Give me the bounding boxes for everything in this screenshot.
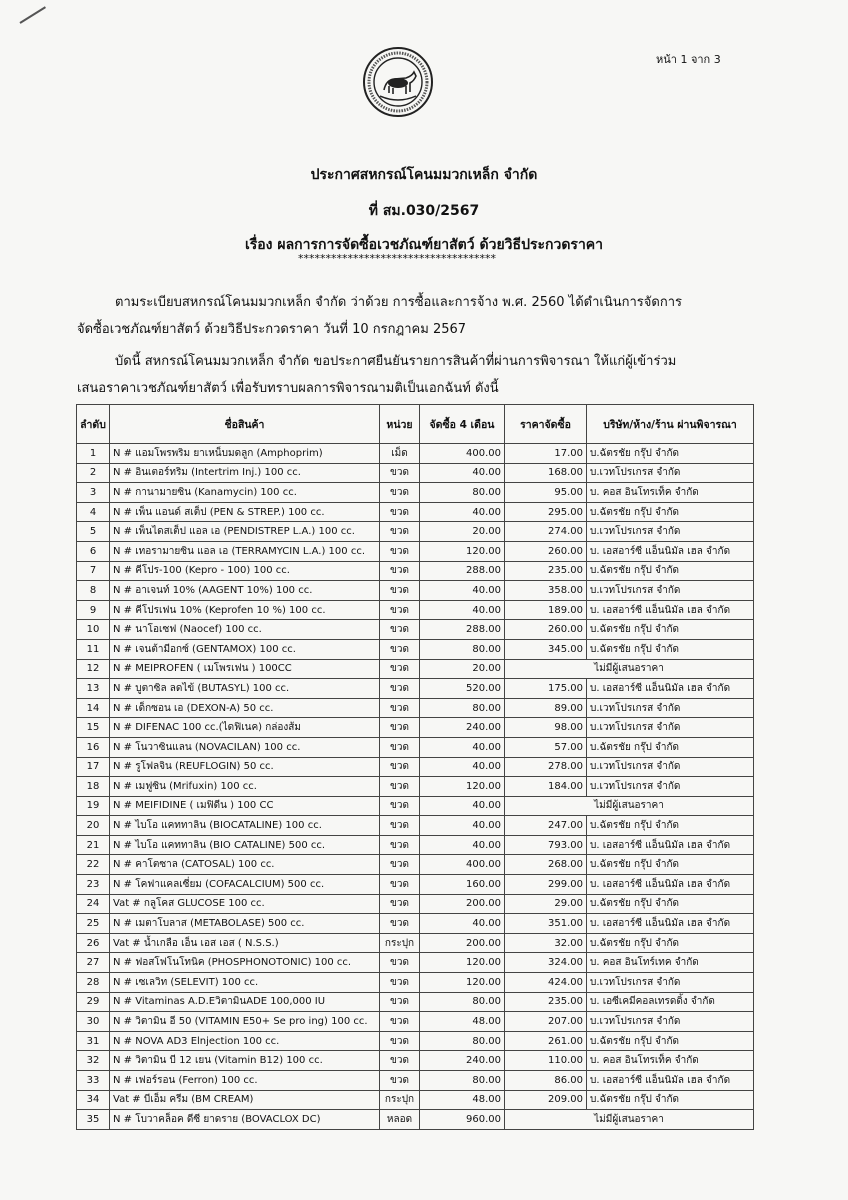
cell-price: 345.00 [505, 639, 587, 659]
cell-vendor: บ.เวทโปรเกรส จำกัด [587, 757, 754, 777]
cell-no: 24 [77, 894, 110, 914]
cell-quantity: 520.00 [420, 679, 505, 699]
cell-no: 3 [77, 483, 110, 503]
cell-product: N # แอมโพรพริม ยาเหน็บมดลูก (Amphoprim) [110, 444, 380, 464]
cell-quantity: 40.00 [420, 914, 505, 934]
cell-unit: ขวด [380, 659, 420, 679]
cell-product: N # นาโอเซฟ (Naocef) 100 cc. [110, 620, 380, 640]
cell-vendor: บ.ฉัตรชัย กรุ๊ป จำกัด [587, 933, 754, 953]
pen-mark [19, 6, 46, 24]
cell-vendor: บ.ฉัตรชัย กรุ๊ป จำกัด [587, 1090, 754, 1110]
cell-no: 13 [77, 679, 110, 699]
cell-unit: ขวด [380, 620, 420, 640]
table-row [77, 444, 754, 464]
cell-quantity: 200.00 [420, 894, 505, 914]
cell-product: N # คาโตซาล (CATOSAL) 100 cc. [110, 855, 380, 875]
cell-unit: ขวด [380, 483, 420, 503]
cell-quantity: 40.00 [420, 600, 505, 620]
cell-no: 18 [77, 777, 110, 797]
table-row [77, 483, 754, 503]
cell-vendor: บ.เวทโปรเกรส จำกัด [587, 463, 754, 483]
cell-quantity: 288.00 [420, 620, 505, 640]
cell-product: N # คีโปรเฟน 10% (Keprofen 10 %) 100 cc. [110, 600, 380, 620]
cell-price: 57.00 [505, 737, 587, 757]
cell-no: 7 [77, 561, 110, 581]
cell-no: 2 [77, 463, 110, 483]
cell-unit: หลอด [380, 1110, 420, 1130]
cell-no: 23 [77, 875, 110, 895]
cell-unit: ขวด [380, 992, 420, 1012]
cell-price: 209.00 [505, 1090, 587, 1110]
cell-vendor: บ.เวทโปรเกรส จำกัด [587, 777, 754, 797]
cell-product: N # Vitaminas A.D.EวิตามินADE 100,000 IU [110, 992, 380, 1012]
cell-unit: ขวด [380, 796, 420, 816]
cell-vendor: บ. เอสอาร์ซี แอ็นนิมัล เฮล จำกัด [587, 1071, 754, 1091]
cell-unit: ขวด [380, 679, 420, 699]
cell-price: 278.00 [505, 757, 587, 777]
cell-quantity: 200.00 [420, 933, 505, 953]
cell-unit: ขวด [380, 737, 420, 757]
table-row [77, 581, 754, 601]
cell-quantity: 80.00 [420, 698, 505, 718]
cell-product: N # เมตาโบลาส (METABOLASE) 500 cc. [110, 914, 380, 934]
cell-no: 27 [77, 953, 110, 973]
cell-price: 17.00 [505, 444, 587, 464]
table-row [77, 992, 754, 1012]
cell-no: 21 [77, 835, 110, 855]
cell-unit: กระปุก [380, 933, 420, 953]
cell-quantity: 288.00 [420, 561, 505, 581]
cell-no: 25 [77, 914, 110, 934]
table-row [77, 1090, 754, 1110]
cell-unit: เม็ด [380, 444, 420, 464]
table-row [77, 639, 754, 659]
cell-vendor: บ.ฉัตรชัย กรุ๊ป จำกัด [587, 816, 754, 836]
cell-price: 32.00 [505, 933, 587, 953]
cell-unit: ขวด [380, 600, 420, 620]
cell-product: N # คีโปร-100 (Kepro - 100) 100 cc. [110, 561, 380, 581]
cell-vendor: บ. เอสอาร์ซี แอ็นนิมัล เฮล จำกัด [587, 679, 754, 699]
col-header-no: ลำดับ [77, 405, 110, 444]
table-header-row [77, 405, 754, 444]
cell-no: 30 [77, 1012, 110, 1032]
cell-no: 8 [77, 581, 110, 601]
cell-price: 98.00 [505, 718, 587, 738]
paragraph-2-line-2: เสนอราคาเวชภัณฑ์ยาสัตว์ เพื่อรับทราบผลการพิจารณามติเป็นเอกฉันท์ ดังนี้ [77, 381, 499, 396]
table-row [77, 502, 754, 522]
cell-vendor: บ.ฉัตรชัย กรุ๊ป จำกัด [587, 1031, 754, 1051]
cell-quantity: 80.00 [420, 1071, 505, 1091]
paragraph-1-line-1: ตามระเบียบสหกรณ์โคนมมวกเหล็ก จำกัด ว่าด้วย การซื้อและการจ้าง พ.ศ. 2560 ได้ดำเนินการจัดการ [115, 295, 682, 310]
cell-product: N # เมฟูซิน (Mrifuxin) 100 cc. [110, 777, 380, 797]
cell-product: N # DIFENAC 100 cc.(ไดฟิเนค) กล่องส้ม [110, 718, 380, 738]
paragraph-1-line-2: จัดซื้อเวชภัณฑ์ยาสัตว์ ด้วยวิธีประกวดราคา วันที่ 10 กรกฎาคม 2567 [77, 322, 467, 337]
cell-product: N # เจนต้ามีอกซ์ (GENTAMOX) 100 cc. [110, 639, 380, 659]
cell-vendor: บ. คอส อินโทร์เทค จำกัด [587, 953, 754, 973]
cell-unit: ขวด [380, 718, 420, 738]
cell-no-bidder: ไม่มีผู้เสนอราคา [505, 1110, 754, 1130]
cell-vendor: บ.เวทโปรเกรส จำกัด [587, 522, 754, 542]
table-row [77, 796, 754, 816]
cell-no-bidder: ไม่มีผู้เสนอราคา [505, 659, 754, 679]
cell-price: 358.00 [505, 581, 587, 601]
cell-no: 14 [77, 698, 110, 718]
cell-price: 207.00 [505, 1012, 587, 1032]
table-row [77, 777, 754, 797]
cell-quantity: 120.00 [420, 953, 505, 973]
cell-no: 29 [77, 992, 110, 1012]
cell-no: 33 [77, 1071, 110, 1091]
cell-product: Vat # น้ำเกลือ เอ็น เอส เอส ( N.S.S.) [110, 933, 380, 953]
cell-unit: ขวด [380, 757, 420, 777]
table-row [77, 933, 754, 953]
table-row [77, 914, 754, 934]
document-number: ที่ สม.030/2567 [368, 203, 480, 219]
table-row [77, 620, 754, 640]
cell-product: N # วิตามิน อี 50 (VITAMIN E50+ Se pro ing) 100 cc. [110, 1012, 380, 1032]
cell-product: N # วิตามิน บี 12 เยน (Vitamin B12) 100 cc. [110, 1051, 380, 1071]
paragraph-2-line-1: บัดนี้ สหกรณ์โคนมมวกเหล็ก จำกัด ขอประกาศยืนยันรายการสินค้าที่ผ่านการพิจารณา ให้แก่ผู้เข้าร่วม [115, 354, 677, 369]
cell-unit: ขวด [380, 698, 420, 718]
cell-vendor: บ. เอสอาร์ซี แอ็นนิมัล เฮล จำกัด [587, 914, 754, 934]
cell-price: 299.00 [505, 875, 587, 895]
cell-quantity: 20.00 [420, 659, 505, 679]
cell-product: N # รูโฟลจิน (REUFLOGIN) 50 cc. [110, 757, 380, 777]
cell-no: 22 [77, 855, 110, 875]
cell-product: N # โคฟาแคลเซี่ยม (COFACALCIUM) 500 cc. [110, 875, 380, 895]
cell-quantity: 120.00 [420, 777, 505, 797]
table-row [77, 973, 754, 993]
cell-product: N # ไบโอ แคททาลิน (BIOCATALINE) 100 cc. [110, 816, 380, 836]
cell-price: 274.00 [505, 522, 587, 542]
col-header-quantity: จัดซื้อ 4 เดือน [420, 405, 505, 444]
cell-no: 6 [77, 541, 110, 561]
table-row [77, 875, 754, 895]
cell-unit: ขวด [380, 894, 420, 914]
table-row [77, 679, 754, 699]
cell-quantity: 20.00 [420, 522, 505, 542]
cell-unit: ขวด [380, 1031, 420, 1051]
cell-vendor: บ.ฉัตรชัย กรุ๊ป จำกัด [587, 894, 754, 914]
cell-vendor: บ.เวทโปรเกรส จำกัด [587, 973, 754, 993]
cell-vendor: บ. คอส อินโทรเท็ค จำกัด [587, 1051, 754, 1071]
cell-unit: ขวด [380, 777, 420, 797]
table-row [77, 561, 754, 581]
col-header-unit: หน่วย [380, 405, 420, 444]
cell-unit: ขวด [380, 1051, 420, 1071]
cell-quantity: 80.00 [420, 639, 505, 659]
cell-quantity: 40.00 [420, 502, 505, 522]
cell-no: 28 [77, 973, 110, 993]
table-row [77, 600, 754, 620]
cell-unit: ขวด [380, 914, 420, 934]
cell-quantity: 240.00 [420, 1051, 505, 1071]
cell-quantity: 40.00 [420, 816, 505, 836]
announcement-title: ประกาศสหกรณ์โคนมมวกเหล็ก จำกัด [310, 167, 538, 183]
cell-quantity: 40.00 [420, 581, 505, 601]
cell-unit: ขวด [380, 855, 420, 875]
cell-vendor: บ.ฉัตรชัย กรุ๊ป จำกัด [587, 502, 754, 522]
cell-product: N # โนวาซินแลน (NOVACILAN) 100 cc. [110, 737, 380, 757]
cell-price: 351.00 [505, 914, 587, 934]
table-row [77, 659, 754, 679]
cell-product: Vat # บีเอ็ม ครีม (BM CREAM) [110, 1090, 380, 1110]
table-row [77, 718, 754, 738]
cell-quantity: 400.00 [420, 444, 505, 464]
cell-product: N # เซเลวิท (SELEVIT) 100 cc. [110, 973, 380, 993]
cell-quantity: 80.00 [420, 992, 505, 1012]
cell-quantity: 120.00 [420, 973, 505, 993]
cell-vendor: บ.เวทโปรเกรส จำกัด [587, 581, 754, 601]
cell-price: 86.00 [505, 1071, 587, 1091]
cell-quantity: 40.00 [420, 737, 505, 757]
page-number: หน้า 1 จาก 3 [656, 53, 721, 66]
cell-quantity: 40.00 [420, 757, 505, 777]
cell-quantity: 240.00 [420, 718, 505, 738]
cell-no: 35 [77, 1110, 110, 1130]
cooperative-seal-icon [362, 46, 434, 118]
cell-no: 5 [77, 522, 110, 542]
cell-quantity: 160.00 [420, 875, 505, 895]
cell-product: N # ไบโอ แคททาลิน (BIO CATALINE) 500 cc. [110, 835, 380, 855]
cell-unit: ขวด [380, 561, 420, 581]
col-header-vendor: บริษัท/ห้าง/ร้าน ผ่านพิจารณา [587, 405, 754, 444]
cell-no: 11 [77, 639, 110, 659]
cell-product: N # MEIPROFEN ( เมโพรเฟน ) 100CC [110, 659, 380, 679]
cell-vendor: บ.ฉัตรชัย กรุ๊ป จำกัด [587, 855, 754, 875]
cell-vendor: บ.ฉัตรชัย กรุ๊ป จำกัด [587, 620, 754, 640]
cell-vendor: บ. เอสอาร์ซี แอ็นนิมัล เฮล จำกัด [587, 541, 754, 561]
cell-vendor: บ.ฉัตรชัย กรุ๊ป จำกัด [587, 737, 754, 757]
cell-price: 175.00 [505, 679, 587, 699]
cell-quantity: 120.00 [420, 541, 505, 561]
cell-product: N # MEIFIDINE ( เมฟิดีน ) 100 CC [110, 796, 380, 816]
cell-unit: ขวด [380, 953, 420, 973]
table-row [77, 757, 754, 777]
cell-quantity: 80.00 [420, 1031, 505, 1051]
cell-price: 235.00 [505, 992, 587, 1012]
cell-vendor: บ.เวทโปรเกรส จำกัด [587, 698, 754, 718]
cell-price: 793.00 [505, 835, 587, 855]
table-row [77, 855, 754, 875]
document-subject: เรื่อง ผลการการจัดซื้อเวชภัณฑ์ยาสัตว์ ด้วยวิธีประกวดราคา [244, 237, 604, 253]
separator-stars: ************************************ [298, 252, 496, 265]
table-row [77, 698, 754, 718]
cell-product: N # อาเจนท์ 10% (AAGENT 10%) 100 cc. [110, 581, 380, 601]
cell-product: N # โบวาคล็อค ดีซี ยาดราย (BOVACLOX DC) [110, 1110, 380, 1130]
cell-no: 26 [77, 933, 110, 953]
cell-no: 15 [77, 718, 110, 738]
table-row [77, 463, 754, 483]
cell-vendor: บ.ฉัตรชัย กรุ๊ป จำกัด [587, 444, 754, 464]
cell-quantity: 80.00 [420, 483, 505, 503]
cell-no: 34 [77, 1090, 110, 1110]
table-row [77, 1012, 754, 1032]
cell-quantity: 40.00 [420, 835, 505, 855]
cell-no: 19 [77, 796, 110, 816]
cell-product: N # บูตาซิล ลดไข้ (BUTASYL) 100 cc. [110, 679, 380, 699]
cell-no-bidder: ไม่มีผู้เสนอราคา [505, 796, 754, 816]
cell-unit: ขวด [380, 463, 420, 483]
cell-product: N # เพ็น แอนด์ สเต็ป (PEN & STREP.) 100 cc. [110, 502, 380, 522]
cell-quantity: 40.00 [420, 463, 505, 483]
cell-product: N # เด็กซอน เอ (DEXON-A) 50 cc. [110, 698, 380, 718]
cell-price: 268.00 [505, 855, 587, 875]
cell-no: 17 [77, 757, 110, 777]
cell-product: N # เพ็นไดสเต็ป แอล เอ (PENDISTREP L.A.) 100 cc. [110, 522, 380, 542]
cell-no: 31 [77, 1031, 110, 1051]
cell-price: 247.00 [505, 816, 587, 836]
cell-price: 184.00 [505, 777, 587, 797]
table-row [77, 541, 754, 561]
cell-quantity: 400.00 [420, 855, 505, 875]
cell-vendor: บ. เอสอาร์ซี แอ็นนิมัล เฮล จำกัด [587, 875, 754, 895]
cell-product: Vat # กลูโคส GLUCOSE 100 cc. [110, 894, 380, 914]
cell-no: 32 [77, 1051, 110, 1071]
cell-price: 424.00 [505, 973, 587, 993]
cell-no: 12 [77, 659, 110, 679]
cell-no: 20 [77, 816, 110, 836]
cell-unit: ขวด [380, 973, 420, 993]
cell-price: 168.00 [505, 463, 587, 483]
col-header-price: ราคาจัดซื้อ [505, 405, 587, 444]
cell-price: 261.00 [505, 1031, 587, 1051]
cell-price: 295.00 [505, 502, 587, 522]
cell-vendor: บ.เวทโปรเกรส จำกัด [587, 1012, 754, 1032]
procurement-results-table [76, 404, 754, 1130]
table-row [77, 522, 754, 542]
cell-unit: ขวด [380, 875, 420, 895]
cell-unit: กระปุก [380, 1090, 420, 1110]
table-row [77, 816, 754, 836]
cell-vendor: บ. คอส อินโทรเท็ค จำกัด [587, 483, 754, 503]
cell-price: 235.00 [505, 561, 587, 581]
cell-no: 16 [77, 737, 110, 757]
cell-product: N # อินเตอร์ทริม (Intertrim Inj.) 100 cc. [110, 463, 380, 483]
table-row [77, 737, 754, 757]
cell-quantity: 48.00 [420, 1090, 505, 1110]
cell-price: 110.00 [505, 1051, 587, 1071]
cell-vendor: บ. เอซีเคมีคอลเทรดดิ้ง จำกัด [587, 992, 754, 1012]
col-header-product: ชื่อสินค้า [110, 405, 380, 444]
cell-vendor: บ.ฉัตรชัย กรุ๊ป จำกัด [587, 561, 754, 581]
table-row [77, 894, 754, 914]
cell-quantity: 48.00 [420, 1012, 505, 1032]
table-row [77, 835, 754, 855]
cell-quantity: 960.00 [420, 1110, 505, 1130]
cell-product: N # เฟอร์รอน (Ferron) 100 cc. [110, 1071, 380, 1091]
cell-no: 9 [77, 600, 110, 620]
cell-vendor: บ. เอสอาร์ซี แอ็นนิมัล เฮล จำกัด [587, 835, 754, 855]
cell-price: 89.00 [505, 698, 587, 718]
table-row [77, 953, 754, 973]
cell-unit: ขวด [380, 1012, 420, 1032]
cell-no: 1 [77, 444, 110, 464]
cell-unit: ขวด [380, 835, 420, 855]
cell-product: N # ฟอสโฟโนโทนิค (PHOSPHONOTONIC) 100 cc. [110, 953, 380, 973]
cell-product: N # กานามายซิน (Kanamycin) 100 cc. [110, 483, 380, 503]
cell-quantity: 40.00 [420, 796, 505, 816]
cell-unit: ขวด [380, 502, 420, 522]
table-row [77, 1051, 754, 1071]
cell-unit: ขวด [380, 816, 420, 836]
cell-price: 260.00 [505, 620, 587, 640]
cell-vendor: บ.ฉัตรชัย กรุ๊ป จำกัด [587, 639, 754, 659]
cell-unit: ขวด [380, 522, 420, 542]
cell-unit: ขวด [380, 581, 420, 601]
cell-no: 10 [77, 620, 110, 640]
cell-price: 29.00 [505, 894, 587, 914]
cell-no: 4 [77, 502, 110, 522]
table-row [77, 1110, 754, 1130]
table-row [77, 1071, 754, 1091]
cell-price: 260.00 [505, 541, 587, 561]
cell-vendor: บ. เอสอาร์ซี แอ็นนิมัล เฮล จำกัด [587, 600, 754, 620]
cell-unit: ขวด [380, 541, 420, 561]
cell-price: 324.00 [505, 953, 587, 973]
cell-unit: ขวด [380, 639, 420, 659]
cell-price: 95.00 [505, 483, 587, 503]
table-row [77, 1031, 754, 1051]
cell-price: 189.00 [505, 600, 587, 620]
cell-product: N # NOVA AD3 Elnjection 100 cc. [110, 1031, 380, 1051]
cell-unit: ขวด [380, 1071, 420, 1091]
cell-product: N # เทอรามายซิน แอล เอ (TERRAMYCIN L.A.) 100 cc. [110, 541, 380, 561]
cell-vendor: บ.เวทโปรเกรส จำกัด [587, 718, 754, 738]
